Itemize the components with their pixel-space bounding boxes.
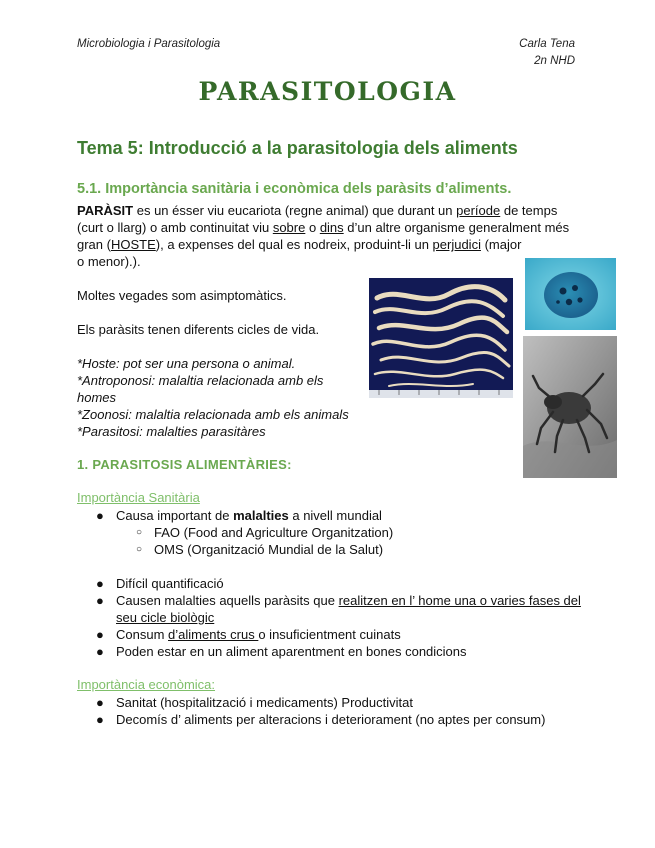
definition-paragraph (77, 202, 577, 270)
bullet-icon: ● (96, 627, 104, 642)
sub-bullet-icon: ○ (136, 544, 143, 555)
mite-image (523, 336, 617, 478)
sub-list-item (136, 524, 586, 541)
definition-text: ), a expenses del qual es nodreix, produint-li un (155, 237, 433, 252)
section-heading: 5.1. Importància sanitària i econòmica dels paràsits d’aliments. (77, 181, 512, 197)
list-item (96, 592, 586, 626)
bullet-icon: ● (96, 508, 104, 523)
definition-text: de temps (500, 203, 558, 218)
glossary-zoonosi: *Zoonosi: malaltia relacionada amb els animals (77, 407, 349, 422)
glossary-antroponosi: *Antroponosi: malaltia relacionada amb els (77, 373, 324, 388)
list-item-text: Poden estar en un aliment aparentment en bones condicions (116, 644, 467, 659)
economic-list (96, 694, 596, 728)
list-item (96, 643, 586, 660)
glossary (77, 355, 362, 440)
list-item-bold: malalties (233, 508, 289, 523)
definition-text: o menor).). (77, 254, 141, 269)
list-item-text: Causen malalties aquells paràsits que (116, 593, 339, 608)
definition-text: d’un altre organisme generalment més (343, 220, 570, 235)
list-item (96, 711, 596, 728)
header-course: Microbiologia i Parasitologia (77, 38, 221, 50)
definition-word-dins: dins (319, 220, 344, 235)
definition-text: o (305, 220, 320, 235)
bullet-icon: ● (96, 644, 104, 659)
list-item-text: o insuficientment cuinats (258, 627, 401, 642)
tapeworm-image (369, 278, 513, 398)
protozoan-image (525, 258, 616, 330)
definition-text: (major (480, 237, 522, 252)
header-group: 2n NHD (534, 55, 575, 67)
list-item-text: Decomís d’ aliments per alteracions i deteriorament (no aptes per consum) (116, 712, 546, 727)
note-asymptomatic: Moltes vegades som asimptomàtics. (77, 288, 287, 303)
list-item-underlined: seu cicle biològic (116, 610, 215, 625)
sanitary-list-2 (96, 575, 586, 660)
header-author: Carla Tena (519, 38, 575, 50)
bullet-icon: ● (96, 576, 104, 591)
page-title: PARASITOLOGIA (198, 77, 457, 106)
sub-bullet-icon: ○ (136, 527, 143, 538)
note-cycles: Els paràsits tenen diferents cicles de vida. (77, 322, 320, 337)
list-item-text: Causa important de (116, 508, 234, 523)
sanitary-heading: Importància Sanitària (77, 490, 200, 505)
sanitary-list (96, 507, 586, 558)
definition-word-perjudici: perjudici (432, 237, 481, 252)
definition-text: (curt o llarg) o amb continuitat viu (77, 220, 273, 235)
list-item-text: Difícil quantificació (116, 576, 224, 591)
bullet-icon: ● (96, 695, 104, 710)
definition-word-periode: període (456, 203, 501, 218)
bullet-icon: ● (96, 593, 104, 608)
bullet-icon: ● (96, 712, 104, 727)
glossary-antroponosi-cont: homes (77, 390, 117, 405)
topic-heading: Tema 5: Introducció a la parasitologia dels aliments (77, 138, 518, 158)
parasitosis-heading: 1. PARASITOSIS ALIMENTÀRIES: (77, 457, 292, 472)
definition-term: PARÀSIT (77, 203, 134, 218)
list-item-text: a nivell mundial (288, 508, 382, 523)
list-item (96, 626, 586, 643)
glossary-parasitosi: *Parasitosi: malalties parasitàres (77, 424, 266, 439)
list-item (96, 507, 586, 524)
list-item (96, 694, 596, 711)
sub-list-item (136, 541, 586, 558)
definition-word-sobre: sobre (272, 220, 306, 235)
list-item (96, 575, 586, 592)
definition-text: gran ( (77, 237, 111, 252)
glossary-hoste: *Hoste: pot ser una persona o animal. (77, 356, 296, 371)
list-item-text: Consum (116, 627, 169, 642)
list-item-underlined: realitzen en l’ home una o varies fases del (338, 593, 581, 608)
sub-list-item-text: OMS (Organització Mundial de la Salut) (154, 542, 384, 557)
list-item-text: Sanitat (hospitalització i medicaments) Productivitat (116, 695, 413, 710)
list-item-underlined: d’aliments crus (168, 627, 259, 642)
definition-text: es un ésser viu eucariota (regne animal) que durant un (133, 203, 457, 218)
economic-heading: Importància econòmica: (77, 677, 216, 692)
sub-list-item-text: FAO (Food and Agriculture Organitzation) (154, 525, 394, 540)
definition-word-hoste: HOSTE (110, 237, 156, 252)
